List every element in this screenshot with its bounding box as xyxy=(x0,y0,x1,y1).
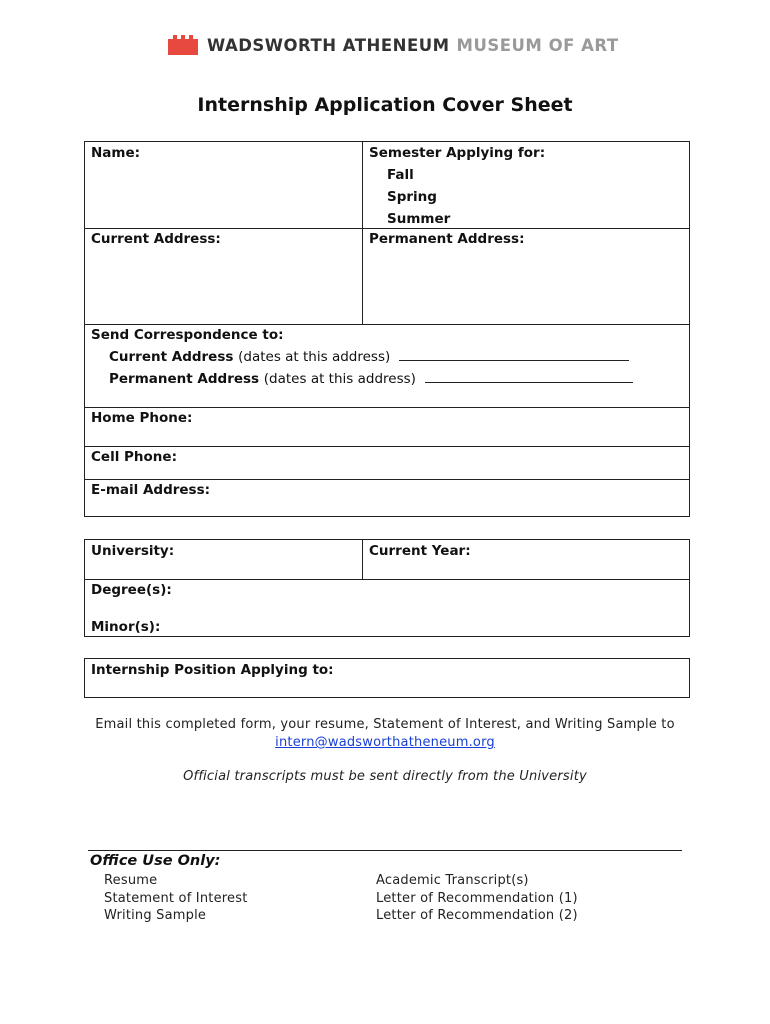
museum-logo xyxy=(168,34,619,56)
correspondence-permanent-note: (dates at this address) xyxy=(263,371,416,387)
home-phone-label: Home Phone: xyxy=(91,410,193,426)
office-item: Academic Transcript(s) xyxy=(376,873,529,888)
office-left-list xyxy=(104,872,248,925)
email-instructions: Email this completed form, your resume, Statement of Interest, and Writing Sample to xyxy=(95,717,675,732)
position-label: Internship Position Applying to: xyxy=(91,662,334,678)
office-item: Letter of Recommendation (1) xyxy=(376,890,578,906)
education-box xyxy=(84,539,690,637)
position-box[interactable] xyxy=(84,658,690,698)
cell-phone-label: Cell Phone: xyxy=(91,449,177,465)
degrees-field[interactable] xyxy=(85,579,689,616)
correspondence-current-note: (dates at this address) xyxy=(238,349,391,365)
transcripts-note: Official transcripts must be sent directly from the University xyxy=(183,769,587,784)
office-item: Statement of Interest xyxy=(104,890,248,906)
semester-field xyxy=(363,142,690,228)
correspondence-permanent-label: Permanent Address xyxy=(109,371,260,387)
position-field[interactable] xyxy=(85,659,689,697)
permanent-address-label: Permanent Address: xyxy=(369,231,525,247)
correspondence-permanent-option[interactable] xyxy=(91,368,683,390)
office-item: Writing Sample xyxy=(104,908,207,923)
semester-option-summer[interactable]: Summer xyxy=(387,211,451,227)
home-phone-field[interactable] xyxy=(85,407,689,446)
office-use-title: Office Use Only: xyxy=(90,853,221,869)
correspondence-current-label: Current Address xyxy=(109,349,234,365)
applicant-info-box xyxy=(84,141,690,517)
office-item: Resume xyxy=(104,873,158,888)
office-divider xyxy=(88,850,682,851)
degrees-label: Degree(s): xyxy=(91,582,172,598)
name-label: Name: xyxy=(91,145,141,161)
university-field[interactable] xyxy=(85,540,362,579)
email-label: E-mail Address: xyxy=(91,482,211,498)
permanent-address-field[interactable] xyxy=(363,228,690,324)
correspondence-current-option[interactable] xyxy=(91,346,683,368)
logo-text-secondary: MUSEUM OF ART xyxy=(456,35,619,55)
office-item: Letter of Recommendation (2) xyxy=(376,908,578,923)
university-label: University: xyxy=(91,543,175,559)
correspondence-permanent-dates-line[interactable] xyxy=(425,370,633,383)
minors-label: Minor(s): xyxy=(91,619,161,635)
current-address-label: Current Address: xyxy=(91,231,221,247)
semester-option-fall[interactable]: Fall xyxy=(387,167,414,183)
email-field[interactable] xyxy=(85,479,689,517)
intern-email-link[interactable]: intern@wadsworthatheneum.org xyxy=(275,735,495,750)
logo-text-primary: WADSWORTH ATHENEUM xyxy=(207,35,450,55)
correspondence-current-dates-line[interactable] xyxy=(399,348,629,361)
castle-logo-icon xyxy=(168,35,198,55)
email-link-line xyxy=(0,735,770,750)
page-title: Internship Application Cover Sheet xyxy=(197,94,573,116)
send-correspondence-section xyxy=(85,324,689,407)
semester-label: Semester Applying for: xyxy=(369,145,546,161)
minors-field[interactable] xyxy=(85,616,689,637)
office-right-list xyxy=(376,872,578,925)
semester-option-spring[interactable]: Spring xyxy=(387,189,437,205)
name-field[interactable] xyxy=(85,142,362,228)
cell-phone-field[interactable] xyxy=(85,446,689,479)
current-year-label: Current Year: xyxy=(369,543,471,559)
current-address-field[interactable] xyxy=(85,228,362,324)
send-correspondence-label: Send Correspondence to: xyxy=(91,327,284,343)
current-year-field[interactable] xyxy=(363,540,690,579)
